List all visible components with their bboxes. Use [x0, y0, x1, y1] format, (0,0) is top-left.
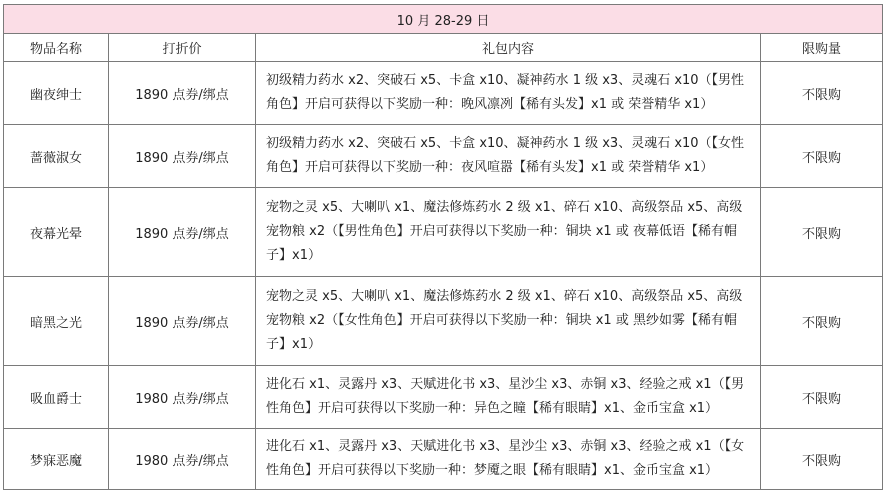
item-limit: 不限购	[761, 366, 883, 429]
date-title: 10 月 28-29 日	[4, 5, 883, 34]
item-price: 1890 点券/绑点	[109, 188, 256, 277]
item-price: 1890 点券/绑点	[109, 62, 256, 125]
item-content: 宠物之灵 x5、大喇叭 x1、魔法修炼药水 2 级 x1、碎石 x10、高级祭品 x5、高级宠物粮 x2（【女性角色】开启可获得以下奖励一种：铜块 x1 或 黑纱如雾【稀有帽子】x1）	[256, 277, 761, 366]
item-limit: 不限购	[761, 125, 883, 188]
table-row	[4, 429, 883, 490]
item-name: 蔷薇淑女	[4, 125, 109, 188]
item-name: 暗黑之光	[4, 277, 109, 366]
item-price: 1890 点券/绑点	[109, 125, 256, 188]
table-row	[4, 277, 883, 366]
table-row	[4, 366, 883, 429]
header-name: 物品名称	[4, 34, 109, 62]
table-row	[4, 62, 883, 125]
item-name: 吸血爵士	[4, 366, 109, 429]
item-content: 宠物之灵 x5、大喇叭 x1、魔法修炼药水 2 级 x1、碎石 x10、高级祭品 x5、高级宠物粮 x2（【男性角色】开启可获得以下奖励一种：铜块 x1 或 夜幕低语【稀有帽子】x1）	[256, 188, 761, 277]
table-row	[4, 188, 883, 277]
item-limit: 不限购	[761, 188, 883, 277]
item-price: 1890 点券/绑点	[109, 277, 256, 366]
item-limit: 不限购	[761, 277, 883, 366]
gift-package-table	[3, 4, 883, 490]
header-content: 礼包内容	[256, 34, 761, 62]
header-limit: 限购量	[761, 34, 883, 62]
table-row	[4, 125, 883, 188]
header-price: 打折价	[109, 34, 256, 62]
item-price: 1980 点券/绑点	[109, 366, 256, 429]
item-limit: 不限购	[761, 429, 883, 490]
item-name: 夜幕光晕	[4, 188, 109, 277]
item-limit: 不限购	[761, 62, 883, 125]
item-content: 初级精力药水 x2、突破石 x5、卡盒 x10、凝神药水 1 级 x3、灵魂石 x10（【男性角色】开启可获得以下奖励一种：晚风凛冽【稀有头发】x1 或 荣誉精华 x1）	[256, 62, 761, 125]
item-price: 1980 点券/绑点	[109, 429, 256, 490]
item-name: 幽夜绅士	[4, 62, 109, 125]
header-row	[4, 34, 883, 62]
item-content: 进化石 x1、灵露丹 x3、天赋进化书 x3、星沙尘 x3、赤铜 x3、经验之戒 x1（【男性角色】开启可获得以下奖励一种：异色之瞳【稀有眼睛】x1、金币宝盒 x1）	[256, 366, 761, 429]
item-name: 梦寐恶魔	[4, 429, 109, 490]
item-content: 初级精力药水 x2、突破石 x5、卡盒 x10、凝神药水 1 级 x3、灵魂石 x10（【女性角色】开启可获得以下奖励一种：夜风喧嚣【稀有头发】x1 或 荣誉精华 x1）	[256, 125, 761, 188]
item-content: 进化石 x1、灵露丹 x3、天赋进化书 x3、星沙尘 x3、赤铜 x3、经验之戒 x1（【女性角色】开启可获得以下奖励一种：梦魇之眼【稀有眼睛】x1、金币宝盒 x1）	[256, 429, 761, 490]
date-title-row	[4, 5, 883, 34]
